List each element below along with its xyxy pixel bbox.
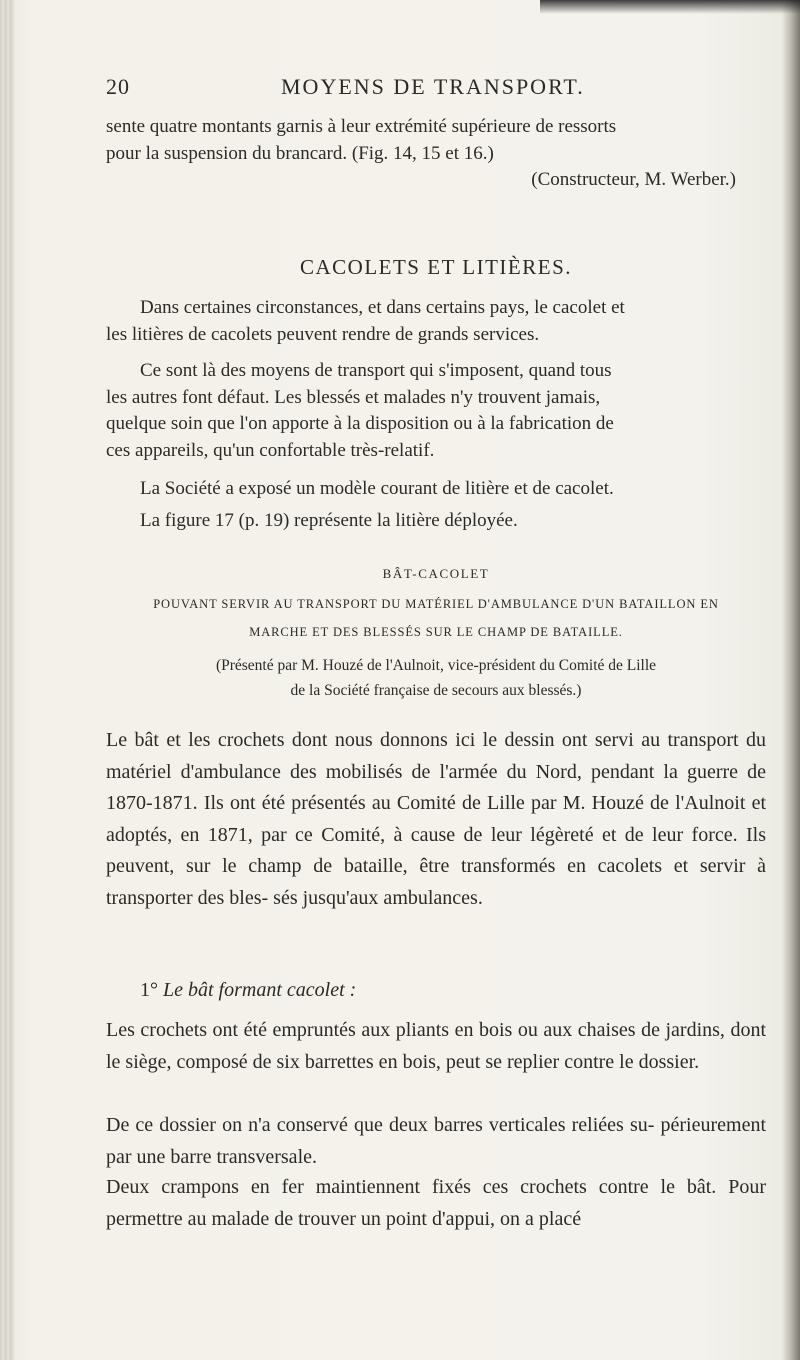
text-line: sente quatre montants garnis à leur extrémité supérieure de ressorts [106,116,617,137]
item-paragraph-3 [106,1172,766,1235]
text-line: Les crochets ont été empruntés aux pliants en bois ou aux chaises [106,1019,636,1041]
page-binding-shadow [0,0,14,1360]
section-paragraph-4 [106,508,766,535]
text-line: quelque soin que l'on apporte à la disposition ou à la fabrication de [106,413,614,434]
page-corner-shadow [540,0,800,14]
text-line: pour la suspension du brancard. (Fig. 14, 15 et 16.) [106,142,494,164]
item-number: 1° [140,979,158,1001]
text-line: sés jusqu'aux ambulances. [273,886,483,909]
item-label: Le bât formant cacolet : [163,979,357,1001]
text-line: les litières de cacolets peuvent rendre de grands services. [106,323,540,345]
page-edge-shadow [782,0,800,1360]
text-line: pendant la guerre de 1870-1871. Ils ont été présentés au Comité de [106,760,767,814]
text-line: Pour permettre au malade de trouver un point d'appui, on a placé [106,1176,766,1230]
subheading-bat-cacolet: BÂT-CACOLET [382,566,490,581]
text-line: les autres font défaut. Les blessés et malades n'y trouvent jamais, [106,386,601,408]
text-line: Ce sont là des moyens de transport qui s'imposent, quand tous [140,360,612,381]
page-number: 20 [106,74,130,99]
caption-note-line: de la Société française de secours aux blessés.) [290,682,582,699]
item-paragraph-1 [106,1015,766,1078]
text-line: de jardins, dont le siège, composé de six barrettes en bois, peut se [106,1019,766,1073]
text-line: La figure 17 (p. 19) représente la litière déployée. [140,510,518,531]
caption-line: POUVANT SERVIR AU TRANSPORT DU MATÉRIEL D'AMBULANCE D'UN BATAILLON EN [153,597,719,611]
text-line: Le bât et les crochets dont nous donnons ici le dessin ont servi au [106,729,661,751]
page-header [106,74,706,114]
text-line: périeurement par une barre transversale. [106,1114,767,1168]
text-line: De ce dossier on n'a conservé que deux barres verticales reliées su- [106,1114,655,1136]
constructor-credit: (Constructeur, M. Werber.) [531,169,736,190]
item-heading [106,975,766,1007]
caption-line: MARCHE ET DES BLESSÉS SUR LE CHAMP DE BATAILLE. [249,625,623,639]
text-line: Deux crampons en fer maintiennent fixés ces crochets contre le bât. [106,1176,717,1198]
running-title: MOYENS DE TRANSPORT. [281,74,585,99]
section-paragraph-2 [106,358,766,464]
section-paragraph-3 [106,476,766,503]
section-title: CACOLETS ET LITIÈRES. [299,255,572,279]
caption-note-line: (Présenté par M. Houzé de l'Aulnoit, vice-président du Comité de Lille [215,657,657,674]
text-line: Dans certaines circonstances, et dans certains pays, le cacolet et [140,297,625,318]
text-line: replier contre le dossier. [507,1050,700,1073]
text-line: bataille, être transformés en cacolets et servir à transporter des bles- [106,855,766,909]
section-paragraph-1 [106,295,766,348]
text-line: transport du matériel d'ambulance des mobilisés de l'armée du Nord, [106,729,767,783]
caption-note [106,653,766,703]
bat-cacolet-paragraph [106,725,766,914]
item-paragraph-2 [106,1110,766,1173]
text-line: cause de leur légèreté et de leur force. Ils peuvent, sur le champ de [106,823,766,877]
text-line: La Société a exposé un modèle courant de litière et de cacolet. [140,478,614,499]
intro-paragraph [106,114,766,167]
caption-caps [106,590,766,646]
text-line: Lille par M. Houzé de l'Aulnoit et adoptés, en 1871, par ce Comité, à [106,792,766,846]
text-line: ces appareils, qu'un confortable très-relatif. [106,439,435,461]
